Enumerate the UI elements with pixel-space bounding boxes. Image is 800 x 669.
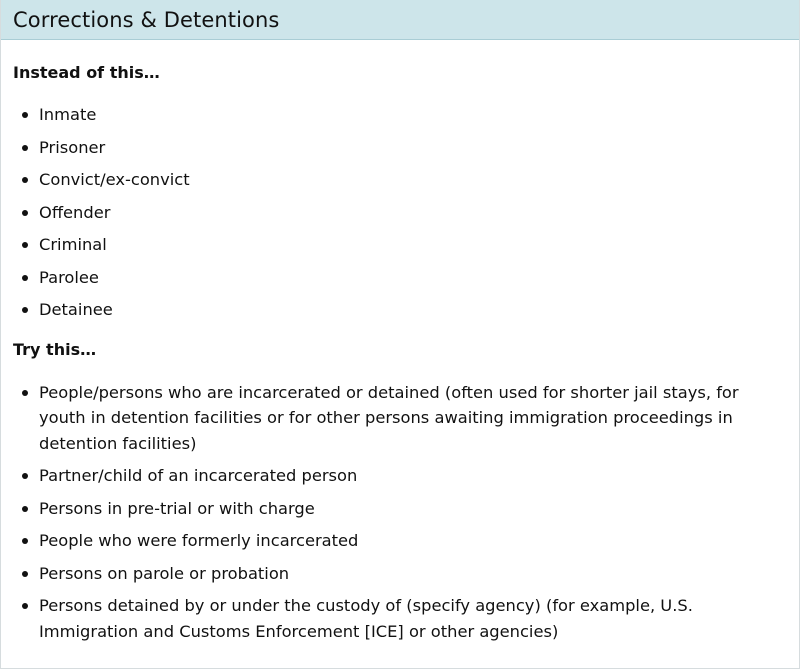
- list-item-text: Detainee: [39, 300, 113, 319]
- list-item-text: Persons detained by or under the custody of (specify agency) (for example, U.S. Immigration and Customs Enforcement [ICE] or other agencies): [39, 596, 693, 641]
- list-item: [13, 297, 787, 323]
- list-item-text: Persons on parole or probation: [39, 563, 290, 583]
- list-item: [13, 380, 787, 457]
- bullet-icon: [22, 571, 28, 577]
- list-item: [13, 593, 787, 644]
- list-item: [13, 528, 787, 554]
- list-item-text: Convict/ex-convict: [39, 170, 190, 189]
- list-item: [13, 167, 787, 193]
- card-header: [1, 0, 799, 40]
- bullet-icon: [22, 177, 28, 183]
- list-item: [13, 561, 787, 587]
- list-item-text: Criminal: [39, 235, 107, 254]
- list-item-text: Parolee: [39, 267, 99, 287]
- card-body: [1, 40, 799, 644]
- list-item-text: Persons in pre-trial or with charge: [39, 498, 315, 518]
- list-item: [13, 232, 787, 258]
- bullet-icon: [22, 242, 28, 248]
- list-item: [13, 496, 787, 522]
- list-item-text: Prisoner: [39, 137, 106, 157]
- bullet-icon: [22, 390, 28, 396]
- list-item-text: People/persons who are incarcerated or detained (often used for shorter jail stays, for youth in detention facilities or for other persons awaiting immigration proceedings in detention facilities): [39, 382, 739, 453]
- bullet-icon: [22, 112, 28, 118]
- list-item-text: Inmate: [39, 105, 97, 124]
- bullet-icon: [22, 603, 28, 609]
- list-item-text: People who were formerly incarcerated: [39, 531, 359, 550]
- try-list: [13, 380, 787, 645]
- bullet-icon: [22, 275, 28, 281]
- list-item: [13, 135, 787, 161]
- list-item: [13, 463, 787, 489]
- bullet-icon: [22, 506, 28, 512]
- instead-list: [13, 102, 787, 323]
- bullet-icon: [22, 538, 28, 544]
- card-title: Corrections & Detentions: [13, 7, 280, 32]
- try-heading: Try this…: [13, 339, 97, 359]
- instead-heading: Instead of this…: [13, 63, 160, 82]
- bullet-icon: [22, 210, 28, 216]
- list-item: [13, 102, 787, 128]
- list-item: [13, 200, 787, 226]
- list-item: [13, 265, 787, 291]
- bullet-icon: [22, 307, 28, 313]
- list-item-text: Partner/child of an incarcerated person: [39, 466, 358, 485]
- bullet-icon: [22, 145, 28, 151]
- bullet-icon: [22, 473, 28, 479]
- list-item-text: Offender: [39, 202, 111, 222]
